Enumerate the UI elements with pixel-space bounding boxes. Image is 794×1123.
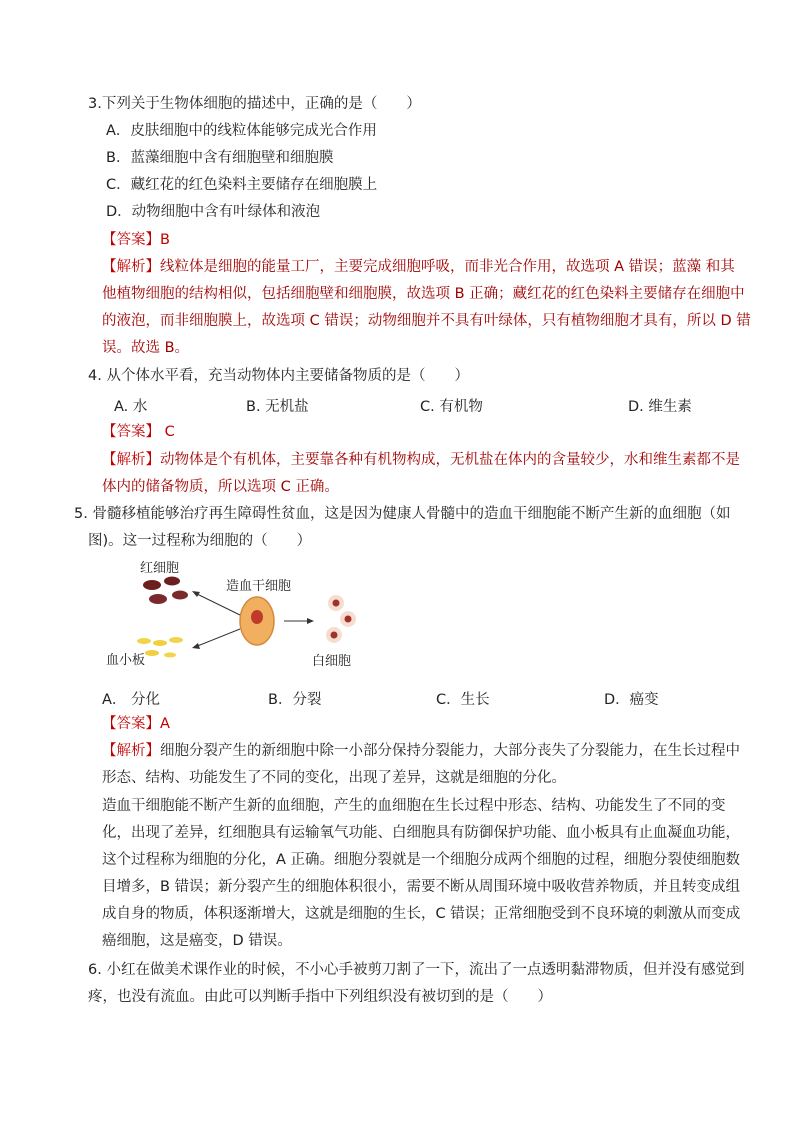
q3-stem: 3.下列关于生物体细胞的描述中，正确的是（ ） bbox=[88, 96, 421, 112]
answer-tag: 【答案】 bbox=[102, 232, 160, 248]
q5-analysis-line-4: 化，出现了差异，红细胞具有运输氧气功能、白细胞具有防御保护功能、血小板具有止血凝血功能， bbox=[102, 825, 740, 841]
arrow-head bbox=[192, 591, 200, 597]
platelet bbox=[145, 650, 159, 656]
platelet bbox=[153, 640, 167, 646]
q3-analysis-line-4: 误。故选 B。 bbox=[102, 340, 190, 356]
q4-analysis-line-1: 【解析】动物体是个有机体，主要靠各种有机物构成，无机盐在体内的含量较少，水和维生素都不是 bbox=[102, 452, 740, 468]
q3-answer bbox=[102, 230, 170, 250]
answer-value: B bbox=[160, 232, 170, 248]
q5-option-b: B．分裂 bbox=[268, 692, 322, 708]
red-blood-cell bbox=[172, 591, 188, 600]
label-stem-cell: 造血干细胞 bbox=[226, 579, 292, 594]
q6-stem-line-1: 6. 小红在做美术课作业的时候，不小心手被剪刀割了一下，流出了一点透明黏滞物质，但并没有感觉到 bbox=[88, 962, 745, 978]
q5-analysis-line-6: 目增多，B 错误；新分裂产生的细胞体积很小，需要不断从周围环境中吸收营养物质，并且转变成组 bbox=[102, 879, 741, 895]
arrow-head bbox=[307, 618, 314, 624]
q3-option-a: A．皮肤细胞中的线粒体能够完成光合作用 bbox=[106, 123, 377, 139]
q5-option-a: A． 分化 bbox=[102, 692, 161, 708]
q5-stem-line-2: 图)。这一过程称为细胞的（ ） bbox=[88, 533, 312, 549]
q5-analysis-line-7: 成自身的物质，体积逐渐增大，这就是细胞的生长，C 错误；正常细胞受到不良环境的刺激从而变成 bbox=[102, 906, 741, 922]
q3-option-c: C．藏红花的红色染料主要储存在细胞膜上 bbox=[106, 177, 378, 193]
platelet bbox=[164, 653, 176, 658]
q3-analysis-line-3: 的液泡，而非细胞膜上，故选项 C 错误；动物细胞并不具有叶绿体，只有植物细胞才具有，所以 D 错 bbox=[102, 313, 751, 329]
arrow-to-platelets bbox=[195, 629, 240, 647]
q5-stem-line-1: 5. 骨髓移植能够治疗再生障碍性贫血，这是因为健康人骨髓中的造血干细胞能不断产生新的血细胞（如 bbox=[74, 506, 731, 522]
q4-option-b: B. 无机盐 bbox=[246, 399, 309, 415]
q3-analysis-line-1: 【解析】线粒体是细胞的能量工厂，主要完成细胞呼吸，而非光合作用，故选项 A 错误；蓝藻 和其 bbox=[102, 259, 735, 275]
q5-analysis-line-1: 【解析】细胞分裂产生的新细胞中除一小部分保持分裂能力，大部分丧失了分裂能力，在生长过程中 bbox=[102, 743, 740, 759]
q6-stem-line-2: 疼，也没有流血。由此可以判断手指中下列组织没有被切到的是（ ） bbox=[88, 989, 552, 1005]
q4-answer: 【答案】 C bbox=[102, 424, 175, 440]
red-blood-cell bbox=[149, 594, 167, 604]
platelet bbox=[137, 638, 151, 644]
label-white-cell: 白细胞 bbox=[312, 654, 352, 669]
analysis-tag: 【解析】 bbox=[102, 259, 160, 275]
q4-option-d: D. 维生素 bbox=[628, 399, 692, 415]
label-red-cell: 红细胞 bbox=[140, 561, 180, 576]
q5-option-c: C．生长 bbox=[436, 692, 490, 708]
label-platelet: 血小板 bbox=[106, 653, 146, 668]
q4-option-a: A. 水 bbox=[114, 399, 148, 415]
red-blood-cell bbox=[164, 577, 180, 586]
q4-option-c: C. 有机物 bbox=[420, 399, 483, 415]
q5-analysis-line-8: 癌细胞，这是癌变，D 错误。 bbox=[102, 933, 292, 949]
q3-option-b: B．蓝藻细胞中含有细胞壁和细胞膜 bbox=[106, 150, 334, 166]
arrow-head bbox=[192, 643, 200, 649]
q5-answer: 【答案】A bbox=[102, 716, 170, 732]
q3-option-d: D．动物细胞中含有叶绿体和液泡 bbox=[106, 204, 321, 220]
q5-analysis-line-2: 形态、结构、功能发生了不同的变化，出现了差异，这就是细胞的分化。 bbox=[102, 770, 566, 786]
platelet bbox=[169, 637, 183, 643]
q5-analysis-line-3: 造血干细胞能不断产生新的血细胞，产生的血细胞在生长过程中形态、结构、功能发生了不同的变 bbox=[102, 798, 726, 814]
red-blood-cell bbox=[143, 580, 161, 590]
q5-analysis-line-5: 这个过程称为细胞的分化，A 正确。细胞分裂就是一个细胞分成两个细胞的过程，细胞分裂使细胞数 bbox=[102, 852, 741, 868]
q4-stem: 4. 从个体水平看，充当动物体内主要储备物质的是（ ） bbox=[88, 368, 469, 384]
q4-analysis-line-2: 体内的储备物质，所以选项 C 正确。 bbox=[102, 479, 339, 495]
blood-cell-figure bbox=[100, 555, 370, 675]
arrow-to-red-cells bbox=[195, 593, 240, 615]
q3-analysis-line-2: 他植物细胞的结构相似，包括细胞壁和细胞膜，故选项 B 正确；藏红花的红色染料主要储存在细胞中 bbox=[102, 286, 745, 302]
cell-nucleus bbox=[251, 610, 263, 624]
q5-option-d: D．癌变 bbox=[604, 692, 659, 708]
